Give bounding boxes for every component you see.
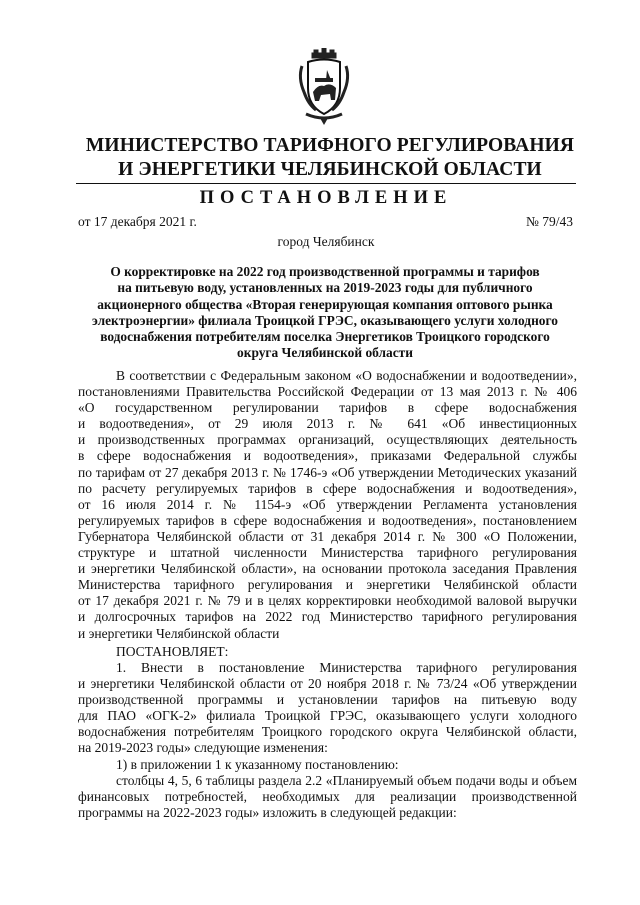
text-line: для ПАО «ОГК-2» филиала Троицкой ГРЭС, оказывающего услуги холодного [78, 708, 577, 724]
text-line: и водоотведения», от 29 июля 2013 г. № 641 «Об инвестиционных [78, 416, 577, 432]
columns-paragraph [78, 773, 577, 821]
text-line: на 2019-2023 годы» следующие изменения: [78, 740, 328, 756]
coat-of-arms-icon [294, 48, 354, 126]
subject-line: О корректировке на 2022 год производственной программы и тарифов [110, 264, 540, 279]
text-line: и энергетики Челябинской области», на основании протокола заседания Правления [78, 561, 577, 577]
document-number: № 79/43 [525, 214, 573, 229]
subject-line: водоснабжения потребителям поселка Энергетиков Троицкого городского [100, 329, 550, 345]
text-line: и производственных программах организаций, осуществляющих деятельность [78, 432, 577, 448]
document-subject [80, 264, 570, 362]
text-line: производственной программы и установлении тарифов на питьевую воду [78, 692, 577, 708]
text-line: от 16 июля 2014 г. № 1154-э «Об утверждении Регламента установления [78, 496, 577, 512]
text-line: финансовых потребностей, необходимых для реализации производственной [78, 789, 577, 805]
text-line: В соответствии с Федеральным законом «О водоснабжении и водоотведении», [116, 368, 577, 383]
text-line: в сфере водоснабжения и водоотведения», приказами Федеральной службы [78, 448, 577, 464]
subject-line: электроэнергии» филиала Троицкой ГРЭС, оказывающего услуги холодного [92, 312, 558, 328]
text-line: водоснабжения потребителям Троицкого городского округа Челябинской области, [78, 724, 577, 740]
text-line: столбцы 4, 5, 6 таблицы раздела 2.2 «Планируемый объем подачи воды и объем [116, 773, 577, 788]
text-line: программы на 2022-2023 годы» изложить в следующей редакции: [78, 805, 457, 821]
text-line: 1. Внести в постановление Министерства тарифного регулирования [116, 660, 577, 675]
text-line: «О государственном регулировании тарифов в сфере водоснабжения [78, 400, 577, 416]
document-type: ПОСТАНОВЛЕНИЕ [199, 188, 453, 208]
subject-line: на питьевую воду, установленных на 2019-2023 годы для публичного [117, 280, 533, 296]
text-line: и энергетики Челябинской области от 20 ноября 2018 г. № 73/24 «Об утверждении [78, 676, 577, 692]
text-line: и энергетики Челябинской области [78, 625, 280, 641]
document-date: от 17 декабря 2021 г. [78, 214, 197, 229]
header-divider [76, 183, 576, 184]
org-title-line2: И ЭНЕРГЕТИКИ ЧЕЛЯБИНСКОЙ ОБЛАСТИ [118, 159, 542, 180]
text-line: и долгосрочных тарифов на 2022 год Министерство тарифного регулирования [78, 609, 577, 625]
subject-line: акционерного общества «Вторая генерирующая компания оптового рынка [97, 296, 553, 312]
text-line: по расчету регулируемых тарифов в сфере водоснабжения и водоотведения», [78, 480, 577, 496]
document-city: город Челябинск [277, 234, 375, 249]
text-line: структуре и штатной численности Министерства тарифного регулирования [78, 545, 577, 561]
resolve-heading: ПОСТАНОВЛЯЕТ: [116, 644, 229, 659]
text-line: Министерства тарифного регулирования и энергетики Челябинской области [78, 577, 577, 593]
text-line: постановлениями Правительства Российской Федерации от 13 мая 2013 г. № 406 [78, 384, 577, 400]
text-line: Губернатора Челябинской области от 31 декабря 2014 г. № 300 «О Положении, [78, 528, 577, 544]
preamble-paragraph [78, 368, 577, 642]
text-line: от 17 декабря 2021 г. № 79 и в целях корректировки необходимой валовой выручки [78, 593, 577, 609]
text-line: по тарифам от 27 декабря 2013 г. № 1746-э «Об утверждении Методических указаний [78, 464, 577, 480]
item-1-paragraph [78, 660, 577, 757]
subject-line: округа Челябинской области [237, 345, 413, 361]
org-title-line1: МИНИСТЕРСТВО ТАРИФНОГО РЕГУЛИРОВАНИЯ [85, 135, 575, 156]
text-line: регулируемых тарифов в сфере водоснабжения и водоотведения», постановлением [78, 512, 577, 528]
subitem-1-line: 1) в приложении 1 к указанному постановлению: [116, 757, 399, 772]
